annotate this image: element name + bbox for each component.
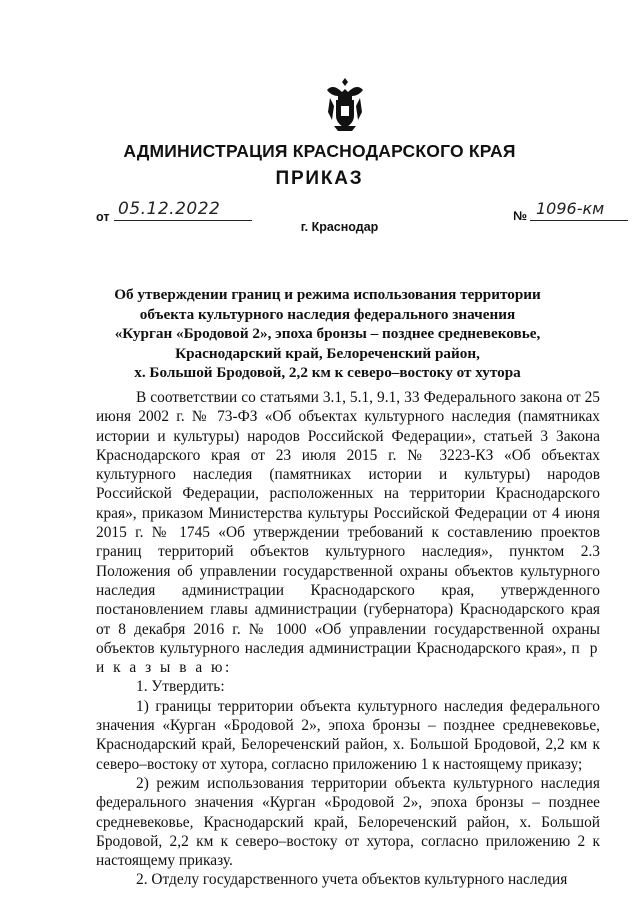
title-line: Краснодарский край, Белореченский район,: [175, 344, 480, 362]
number-label: №: [513, 209, 527, 223]
city-label: г. Краснодар: [300, 220, 379, 234]
intro-text: В соответствии со статьями 3.1, 5.1, 9.1, 33 Федерального закона от 25 июня 2002 г. № 73-ФЗ «Об объектах культурного наследия (памятниках истории и культуры) народов Российской Федерации», статьей 3 Закона Краснодарского края от 23 июля 2015 г. № 3223-КЗ «Об объектах культурного наследия (памятниках истории и культуры) народов Российской Федерации, расположенных на территории Краснодарского края», приказом Министерства культуры Российской Федерации от 4 июня 2015 г. № 1745 «Об утверждении требований к составлению проектов границ территорий объектов культурного наследия», пунктом 2.3 Положения об управлении государственной охраны объектов культурного наследия администрации Краснодарского края, утвержденного постановлением главы администрации (губернатора) Краснодарского края от 8 декабря 2016 г. № 1000 «Об управлении государственной охраны объектов культурного наследия администрации Краснодарского края»,: [96, 389, 600, 657]
title-line: «Курган «Бродовой 2», эпоха бронзы – позднее средневековье,: [114, 325, 541, 343]
title-line: х. Большой Бродовой, 2,2 км к северо–востоку от хутора: [134, 364, 521, 382]
date-value: 05.12.2022: [118, 199, 221, 219]
title-line: объекта культурного наследия федерального значения: [139, 305, 516, 323]
document-type: ПРИКАЗ: [275, 168, 364, 189]
item-1-2: 2) режим использования территории объекта культурного наследия федерального значения «Курган «Бродовой 2», эпоха бронзы – позднее средневековье, Краснодарский край, Белореченский район, х. Большой Бродовой, 2,2 км к северо–востоку от хутора, согласно приложению 2 к настоящему приказу.: [96, 774, 600, 870]
item-1: 1. Утвердить:: [136, 678, 225, 696]
coat-of-arms-icon: [322, 76, 368, 132]
item-1-1: 1) границы территории объекта культурного наследия федерального значения «Курган «Бродовой 2», эпоха бронзы – позднее средневековье, Краснодарский край, Белореченский район, х. Большой Бродовой, 2,2 км к северо–востоку от хутора, согласно приложению 1 к настоящему приказу;: [96, 697, 600, 773]
date-label: от: [96, 210, 110, 224]
document-body: [96, 388, 600, 890]
intro-paragraph: [96, 388, 600, 677]
organization-name: АДМИНИСТРАЦИЯ КРАСНОДАРСКОГО КРАЯ: [123, 141, 516, 161]
number-value: 1096-км: [536, 199, 605, 218]
item-2: 2. Отделу государственного учета объектов культурного наследия: [136, 871, 568, 889]
order-word: п р и к а з ы в а ю:: [96, 639, 600, 677]
document-title: [96, 285, 559, 383]
title-line: Об утверждении границ и режима использования территории: [114, 286, 541, 303]
